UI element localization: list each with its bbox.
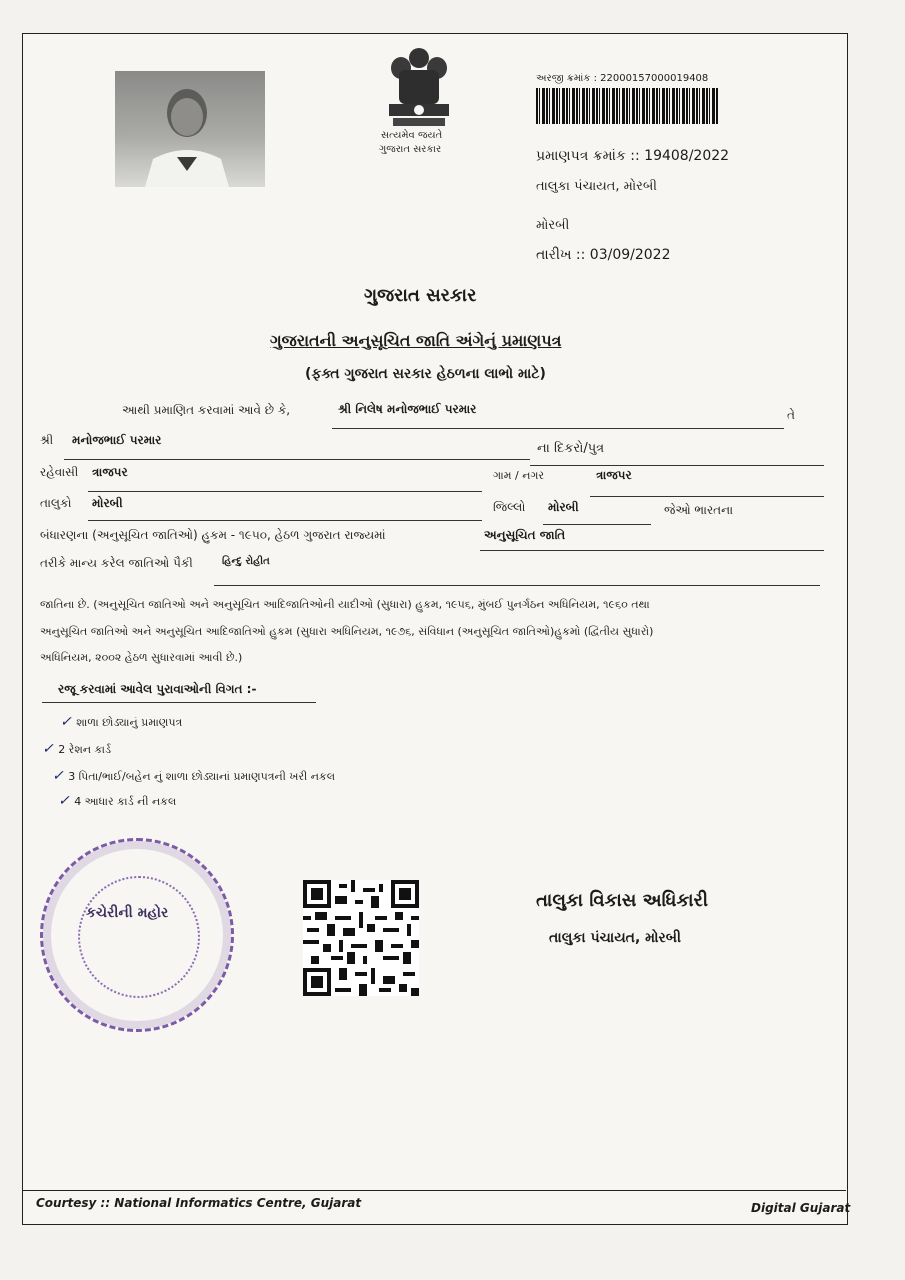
brand-text: Digital Gujarat xyxy=(751,1201,851,1215)
tick-mark-icon: ✓ xyxy=(60,714,77,730)
district-label: જિલ્લો xyxy=(493,500,526,514)
tick-mark-icon: ✓ xyxy=(58,793,75,809)
recognised-text: તરીકે માન્ય કરેલ જાતિઓ પૈકી xyxy=(40,556,193,570)
certificate-subtitle: (ફક્ત ગુજરાત સરકાર હેઠળના લાભો માટે) xyxy=(305,366,546,382)
tick-mark-icon: ✓ xyxy=(52,768,69,784)
footer-divider xyxy=(22,1190,846,1191)
resident-label: રહેવાસી xyxy=(40,465,79,479)
category-value: અનુસૂચિત જાતિ xyxy=(484,528,566,542)
caste-rule xyxy=(214,585,820,586)
state-emblem-icon xyxy=(375,44,463,164)
name-rule xyxy=(332,428,784,429)
legal-para-2: અનુસૂચિત જાતિઓ અને અનુસૂચિત આદિજાતિઓ હુકમ (સુધારા અધિનિયમ, ૧૯૭૬, સંવિધાન (અનુસૂચિત જાતિઓ)હુકમો (દ્વિતીય સુધારો) xyxy=(40,625,654,638)
te-text: તે xyxy=(787,408,795,422)
certify-prefix: આથી પ્રમાણિત કરવામાં આવે છે કે, xyxy=(122,403,291,417)
evidence-heading: રજૂ કરવામાં આવેલ પુરાવાઓની વિગત :- xyxy=(58,682,257,696)
legal-para-3: અધિનિયમ, ૨૦૦૨ હેઠળ સુધારવામાં આવી છે.) xyxy=(40,651,243,664)
category-rule xyxy=(480,550,824,551)
resident-value: ત્રાજપર xyxy=(92,465,128,479)
shri-label: શ્રી xyxy=(40,433,54,447)
relation-rule xyxy=(530,465,824,466)
place: મોરબી xyxy=(536,218,570,233)
district-value: મોરબી xyxy=(548,500,579,514)
order-text: બંધારણના (અનુસૂચિત જાતિઓ) હુકમ - ૧૯૫૦, હેઠળ ગુજરાત રાજ્યમાં xyxy=(40,528,386,542)
father-rule xyxy=(64,459,530,460)
certificate-title: ગુજરાતની અનુસૂચિત જાતિ અંગેનું પ્રમાણપત્ર xyxy=(270,331,562,350)
application-number: અરજી ક્રમાંક : 22000157000019408 xyxy=(536,73,709,84)
qr-code xyxy=(303,880,419,996)
tick-mark-icon: ✓ xyxy=(42,741,59,757)
officer-designation: તાલુકા વિકાસ અધિકારી xyxy=(536,890,709,911)
applicant-name: શ્રી નિલેષ મનોજભાઈ પરમાર xyxy=(338,402,477,416)
taluka-value: મોરબી xyxy=(92,496,123,510)
office-seal xyxy=(40,838,234,1032)
emblem-caption-1: સત્યમેવ જયતે xyxy=(381,130,443,141)
relation-text: ના દિકરો/પુત્ર xyxy=(537,441,605,456)
village-label: ગામ / નગર xyxy=(493,469,545,482)
applicant-photo xyxy=(115,71,265,187)
legal-para-1: જાતિના છે. (અનુસૂચિત જાતિઓ અને અનુસૂચિત આદિજાતિઓની યાદીઓ (સુધારા) હુકમ, ૧૯૫૬, મુંબઈ પુનર્ગઠન અધિનિયમ, ૧૯૬૦ તથા xyxy=(40,598,650,611)
barcode xyxy=(536,88,718,124)
officer-office: તાલુકા પંચાયત, મોરબી xyxy=(549,930,682,946)
district-rule xyxy=(543,524,651,525)
taluka-label: તાલુકો xyxy=(40,496,72,510)
village-rule xyxy=(590,496,824,497)
evidence-item-3: ✓ 3 પિતા/ભાઈ/બહેન નું શાળા છોડ્યાનાં પ્રમાણપત્રની ખરી નકલ xyxy=(52,768,336,784)
emblem-caption-2: ગુજરાત સરકાર xyxy=(379,144,442,155)
courtesy-text: Courtesy :: National Informatics Centre, Gujarat xyxy=(36,1196,362,1210)
issuing-office: તાલુકા પંચાયત, મોરબી xyxy=(536,179,657,194)
taluka-rule xyxy=(88,520,482,521)
evidence-item-4: ✓ 4 આધાર કાર્ડ ની નકલ xyxy=(58,793,177,809)
issue-date: તારીખ :: 03/09/2022 xyxy=(536,247,671,263)
seal-label: કચેરીની મહોર xyxy=(86,905,169,921)
resident-rule xyxy=(88,491,482,492)
certificate-number: પ્રમાણપત્ર ક્રમાંક :: 19408/2022 xyxy=(536,148,730,164)
caste-value: હિન્દુ રોહીત xyxy=(222,556,270,567)
india-text: જેઓ ભારતના xyxy=(664,503,734,517)
evidence-item-1: ✓ શાળા છોડ્યાનું પ્રમાણપત્ર xyxy=(60,714,183,730)
govt-heading: ગુજરાત સરકાર xyxy=(364,285,477,306)
evidence-rule xyxy=(42,702,316,703)
father-name: મનોજભાઈ પરમાર xyxy=(72,433,162,447)
evidence-item-2: ✓ 2 રેશન કાર્ડ xyxy=(42,741,112,757)
village-value: ત્રાજપર xyxy=(596,468,632,482)
